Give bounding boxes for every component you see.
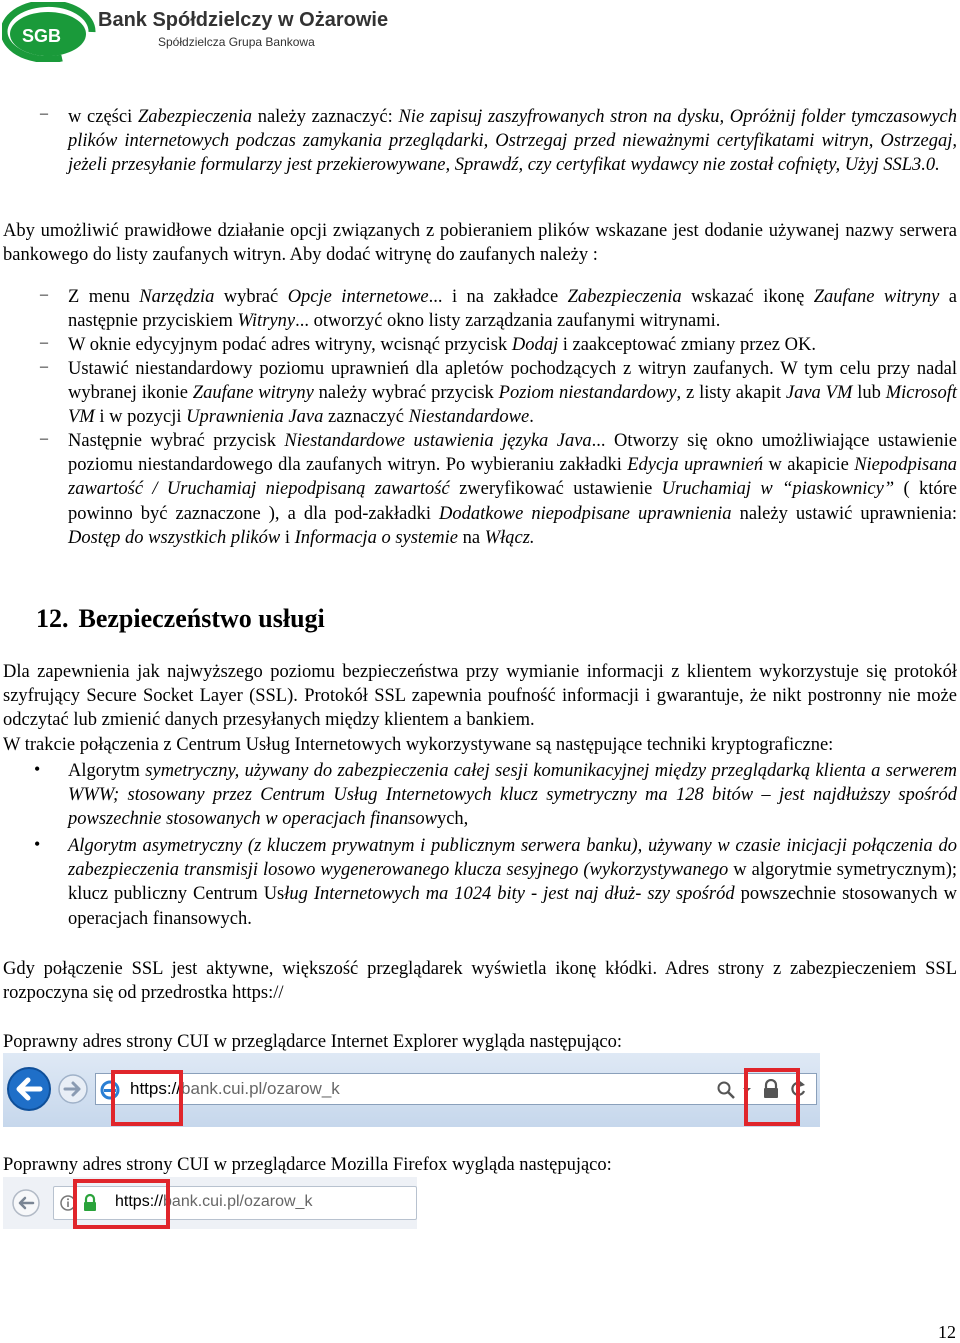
paragraph-https: Gdy połączenie SSL jest aktywne, większość przeglądarek wyświetla ikonę kłódki. Adres strony z zabezpieczeniem SSL rozpoczyna się od przedrostka https:// xyxy=(3,959,957,1004)
list-item: W oknie edycyjnym podać adres witryny, wcisnąć przycisk Dodaj i zaakceptować zmiany przez OK. xyxy=(68,335,816,355)
paragraph-trusted-sites: Aby umożliwić prawidłowe działanie opcji związanych z pobieraniem plików wskazane jest dodanie używanej nazwy serwera bankowego do listy zaufanych witryn. Aby dodać witrynę do zaufanych należy : xyxy=(3,221,957,266)
list-dash: – xyxy=(40,430,48,447)
firefox-url-text: https://bank.cui.pl/ozarow_k xyxy=(115,1193,313,1210)
highlight-https-box xyxy=(73,1179,170,1229)
list-dash: – xyxy=(40,358,48,375)
bullet-marker: • xyxy=(34,834,41,854)
forward-arrow-icon xyxy=(57,1073,89,1105)
caption-internet-explorer: Poprawny adres strony CUI w przeglądarce Internet Explorer wygląda następująco: xyxy=(3,1032,623,1052)
list-dash: – xyxy=(40,105,48,122)
section-title: Bezpieczeństwo usługi xyxy=(78,604,325,633)
search-icon xyxy=(716,1080,736,1100)
highlight-https-box xyxy=(111,1070,183,1126)
list-item: Następnie wybrać przycisk Niestandardowe ustawienia języka Java... Otworzy się okno umożliwiające ustawienie poziomu niestandardowego dla zaufanych witryn. Po wybieraniu zakładki Edycja uprawnień w akapicie Niepodpisana zawartość / Uruchamiaj niepodpisaną zawartość zweryfikować ustawienie Uruchamiaj w “piaskownicy” ( które powinno być zaznaczone ), a dla pod-zakładki Dodatkowe niepodpisane uprawnienia należy ustawić uprawnienia: Dostęp do wszystkich plików i Informacja o systemie na Włącz. xyxy=(68,431,958,548)
back-arrow-icon xyxy=(6,1066,52,1112)
list-dash: – xyxy=(40,286,48,303)
ie-url-text: https://bank.cui.pl/ozarow_k xyxy=(130,1079,340,1098)
paragraph-techniques: W trakcie połączenia z Centrum Usług Internetowych wykorzystywane są następujące techniki kryptograficzne: xyxy=(3,735,834,755)
paragraph-ssl: Dla zapewnienia jak najwyższego poziomu bezpieczeństwa przy wymianie informacji z klientem wykorzystuje się protokół szyfrujący Secure Socket Layer (SSL). Protokół SSL zapewnia poufność informacji i gwarantuje, że nikt postronny nie może odczytać lub zmienić danych przesyłanych między klientem a bankiem. xyxy=(3,662,957,731)
list-item: w części Zabezpieczenia należy zaznaczyć: Nie zapisuj zaszyfrowanych stron na dysku, Opróżnij folder tymczasowych plików internetowych podczas zamykania przeglądarki, Ostrzegaj przed nieważnymi certyfikatami witryn, Ostrzegaj, jeżeli przesyłanie formularzy jest przekierowywane, Sprawdź, czy certyfikat wydawcy nie został cofnięty, Użyj SSL3.0. xyxy=(68,107,957,176)
list-item: Algorytm symetryczny, używany do zabezpieczenia całej sesji komunikacyjnej między przeglądarką klienta a serwerem WWW; stosowany przez Centrum Usług Internetowych klucz symetryczny ma 128 bitów – jest najdłuższy spośród powszechnie stosowanych w operacjach finansowych, xyxy=(68,761,957,830)
caption-firefox: Poprawny adres strony CUI w przeglądarce Mozilla Firefox wygląda następująco: xyxy=(3,1155,612,1175)
list-item: Ustawić niestandardowy poziomu uprawnień dla apletów pochodzących z witryn zaufanych. W tym celu przy nadal wybranej ikonie Zaufane witryny należy wybrać przycisk Poziom niestandardowy, z listy akapit Java VM lub Microsoft VM i w pozycji Uprawnienia Java zaznaczyć Niestandardowe. xyxy=(68,359,958,428)
logo-text: SGB xyxy=(22,26,62,46)
section-heading xyxy=(36,604,335,634)
list-item: Z menu Narzędzia wybrać Opcje internetowe... i na zakładce Zabezpieczenia wskazać ikonę Zaufane witryny a następnie przyciskiem Witryny... otworzyć okno listy zarządzania zaufanymi witrynami. xyxy=(68,287,957,332)
firefox-address-bar-screenshot xyxy=(3,1177,417,1229)
page-number: 12 xyxy=(938,1322,956,1342)
highlight-lock-box xyxy=(744,1068,800,1126)
section-number: 12. xyxy=(36,604,69,633)
bank-group-name: Spółdzielcza Grupa Bankowa xyxy=(158,35,315,49)
bullet-marker: • xyxy=(34,759,41,779)
list-dash: – xyxy=(40,334,48,351)
ie-url-field xyxy=(95,1073,817,1105)
list-item: Algorytm asymetryczny (z kluczem prywatnym i publicznym serwera banku), używany w czasie inicjacji połączenia do zabezpieczenia transmisji losowo wygenerowanego klucza sesyjnego (wykorzystywanego w algorytmie symetrycznym); klucz publiczny Centrum Usług Internetowych ma 1024 bity - jest naj dłuż- szy spośród powszechnie stosowanych w operacjach finansowych. xyxy=(68,836,957,929)
sgb-logo-icon xyxy=(2,2,98,62)
bank-name: Bank Spółdzielczy w Ożarowie xyxy=(98,9,389,31)
back-arrow-icon xyxy=(11,1188,41,1218)
ie-address-bar-screenshot xyxy=(3,1053,820,1127)
